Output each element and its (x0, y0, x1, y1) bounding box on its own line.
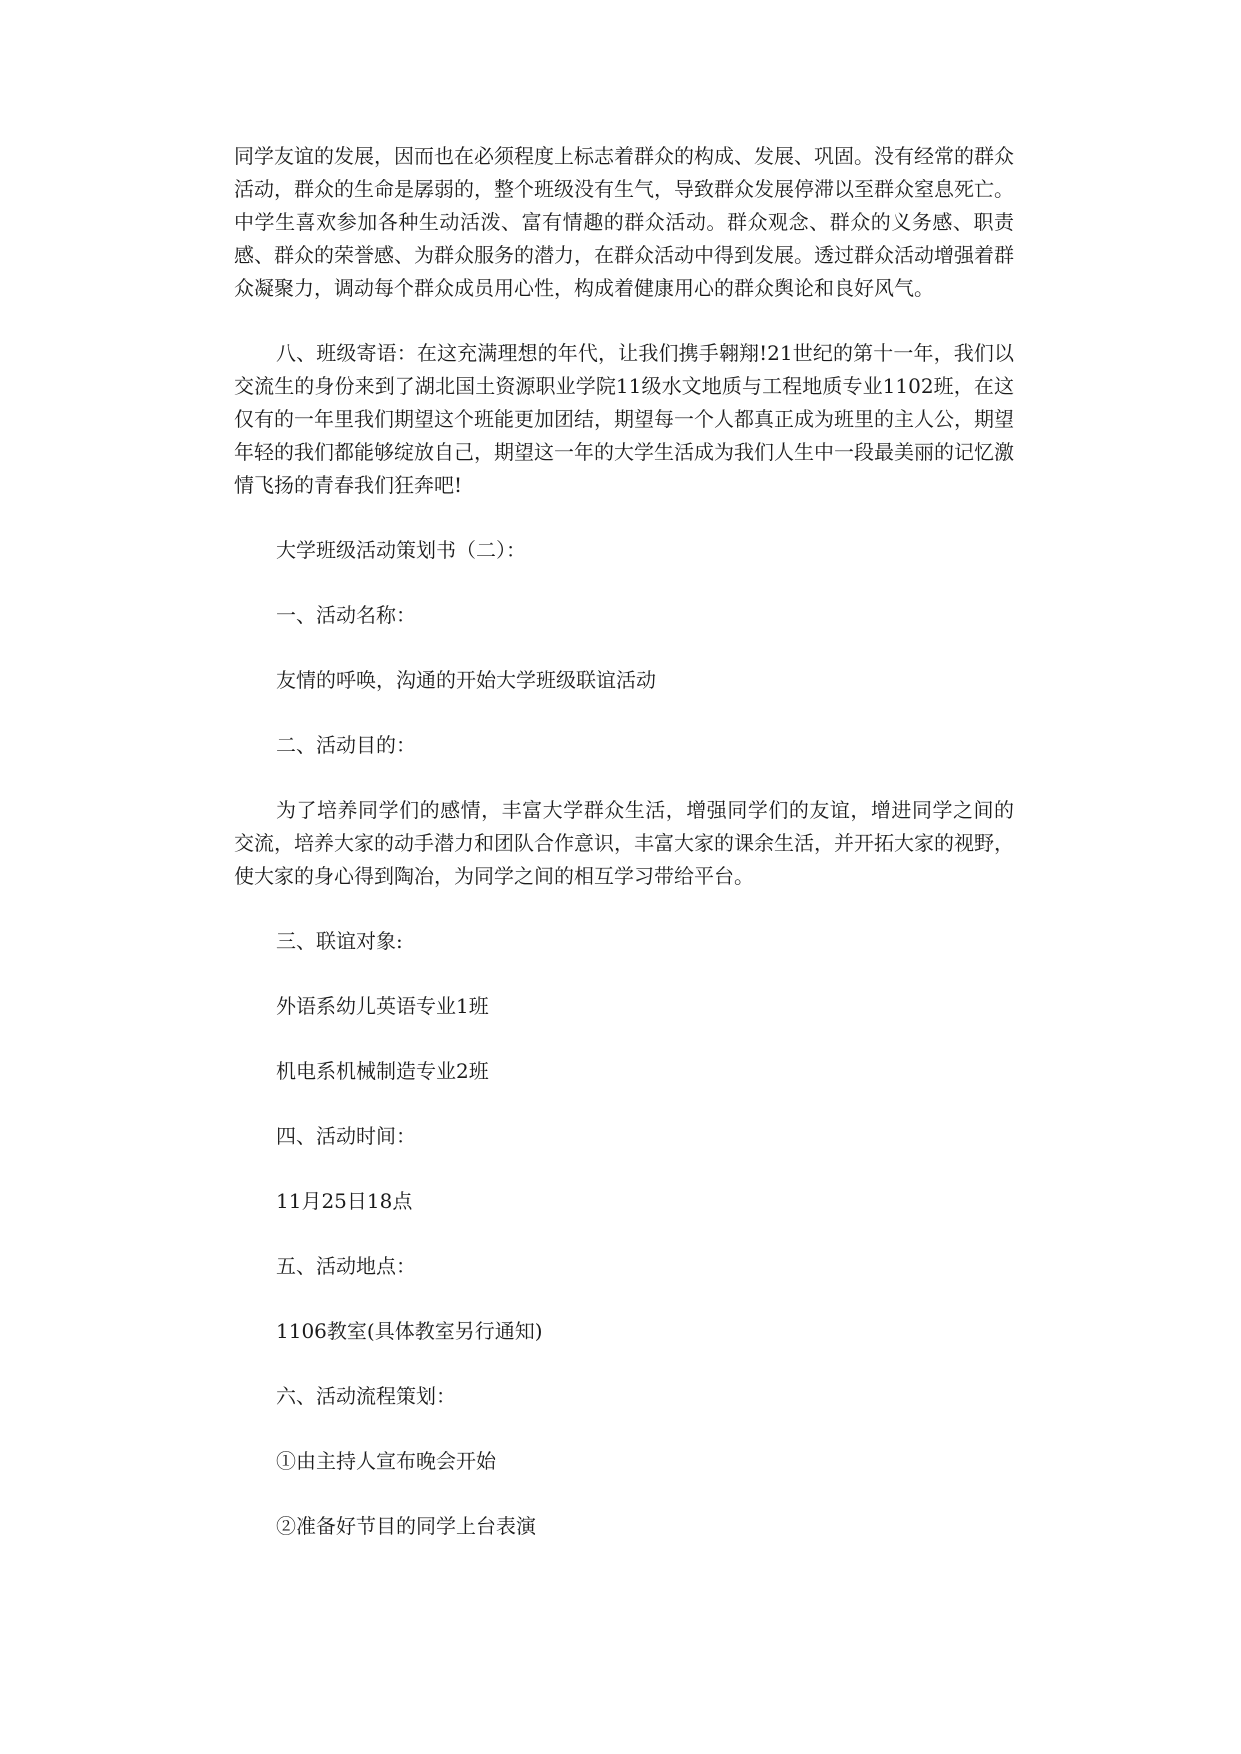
heading-activity-purpose: 二、活动目的： (276, 733, 416, 757)
participant-item-2: 机电系机械制造专业2班 (276, 1059, 489, 1083)
process-step-1: ①由主持人宣布晚会开始 (276, 1449, 496, 1473)
heading-activity-time: 四、活动时间： (276, 1124, 416, 1148)
activity-name-value: 友情的呼唤，沟通的开始大学班级联谊活动 (276, 668, 656, 692)
heading-participants: 三、联谊对象: (276, 929, 403, 953)
section-title-plan-two: 大学班级活动策划书（二）： (276, 538, 526, 562)
process-step-2: ②准备好节目的同学上台表演 (276, 1514, 536, 1538)
heading-activity-name: 一、活动名称： (276, 603, 416, 627)
paragraph-class-message: 八、班级寄语：在这充满理想的年代，让我们携手翱翔!21世纪的第十一年，我们以交流生的身份来到了湖北国土资源职业学院11级水文地质与工程地质专业1102班，在这仅有的一年里我们期望这个班能更加团结，期望每一个人都真正成为班里的主人公，期望年轻的我们都能够绽放自己，期望这一年的大学生活成为我们人生中一段最美丽的记忆激情飞扬的青春我们狂奔吧! (234, 341, 1014, 497)
activity-purpose-text: 为了培养同学们的感情，丰富大学群众生活，增强同学们的友谊，增进同学之间的交流，培养大家的动手潜力和团队合作意识，丰富大家的课余生活，并开拓大家的视野，使大家的身心得到陶冶，为同学之间的相互学习带给平台。 (234, 798, 1014, 888)
document-page (234, 140, 1014, 1543)
participant-item-1: 外语系幼儿英语专业1班 (276, 994, 489, 1018)
heading-activity-process: 六、活动流程策划： (276, 1384, 456, 1408)
activity-time-value: 11月25日18点 (276, 1189, 413, 1213)
paragraph-continued-text: 同学友谊的发展，因而也在必须程度上标志着群众的构成、发展、巩固。没有经常的群众活动，群众的生命是孱弱的，整个班级没有生气，导致群众发展停滞以至群众窒息死亡。中学生喜欢参加各种生动活泼、富有情趣的群众活动。群众观念、群众的义务感、职责感、群众的荣誉感、为群众服务的潜力，在群众活动中得到发展。透过群众活动增强着群众凝聚力，调动每个群众成员用心性，构成着健康用心的群众舆论和良好风气。 (234, 144, 1014, 300)
activity-location-value: 1106教室(具体教室另行通知) (276, 1319, 543, 1343)
heading-activity-location: 五、活动地点： (276, 1254, 416, 1278)
